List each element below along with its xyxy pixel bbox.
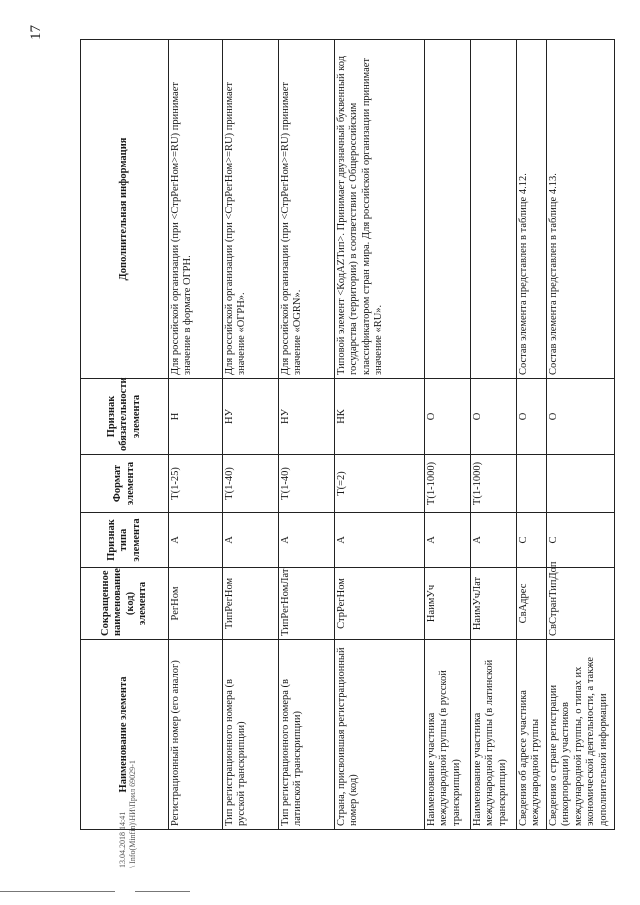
cell-code: ТипРегНомЛат	[279, 568, 335, 640]
cell-code: СвАдрес	[517, 568, 547, 640]
cell-format: Т(1-1000)	[425, 455, 471, 513]
cell-type: А	[223, 513, 279, 568]
cell-info: Для российской организации (при <СтрРегНом>=RU) принимает значение «ОГРН».	[223, 40, 279, 379]
table-row	[279, 40, 335, 830]
elements-table	[80, 39, 615, 830]
cell-required: О	[547, 379, 615, 455]
cell-required: НК	[335, 379, 425, 455]
cell-code: НаимУч	[425, 568, 471, 640]
rotated-table-container	[80, 40, 609, 830]
cell-format: Т(=2)	[335, 455, 425, 513]
cell-name: Страна, присвоившая регистрационный номер (код)	[335, 640, 425, 830]
cell-info: Состав элемента представлен в таблице 4.12.	[517, 40, 547, 379]
table-header-row	[81, 40, 169, 830]
table-row	[335, 40, 425, 830]
stamp-line-2: \ Info(Minfin)\НИ\Прил 69029-1	[127, 760, 137, 868]
print-stamp	[118, 760, 137, 868]
header-element-required: Признак обязательности элемента	[81, 379, 169, 455]
cell-required: НУ	[223, 379, 279, 455]
cell-type: А	[279, 513, 335, 568]
table-row	[517, 40, 547, 830]
cell-format: Т(1-1000)	[471, 455, 517, 513]
cell-code: ТипРегНом	[223, 568, 279, 640]
cell-name: Регистрационный номер (его аналог)	[169, 640, 223, 830]
cell-format: Т(1-25)	[169, 455, 223, 513]
cell-required: НУ	[279, 379, 335, 455]
cell-name: Сведения об адресе участника международной группы	[517, 640, 547, 830]
cell-required: Н	[169, 379, 223, 455]
scan-artifact-line	[135, 891, 190, 892]
cell-code: НаимУчЛат	[471, 568, 517, 640]
cell-format	[547, 455, 615, 513]
table-row	[223, 40, 279, 830]
cell-name: Тип регистрационного номера (в русской транскрипции)	[223, 640, 279, 830]
cell-info	[471, 40, 517, 379]
table-row	[169, 40, 223, 830]
cell-code: СтрРегНом	[335, 568, 425, 640]
cell-name: Наименование участника международной группы (в латинской транскрипции)	[471, 640, 517, 830]
header-element-format: Формат элемента	[81, 455, 169, 513]
table-row	[425, 40, 471, 830]
cell-info: Типовой элемент <КодАZТип>. Принимает двузначный буквенный код государства (территории) в соответствии с Общероссийским классификатором стран мира. Для российской организации принимает значение «RU».	[335, 40, 425, 379]
cell-type: С	[517, 513, 547, 568]
header-additional-info: Дополнительная информация	[81, 40, 169, 379]
cell-required: О	[425, 379, 471, 455]
header-element-type: Признак типа элемента	[81, 513, 169, 568]
cell-required: О	[517, 379, 547, 455]
cell-type: А	[471, 513, 517, 568]
cell-required: О	[471, 379, 517, 455]
header-element-code: Сокращенное наименование (код) элемента	[81, 568, 169, 640]
cell-format	[517, 455, 547, 513]
cell-type: А	[335, 513, 425, 568]
cell-format: Т(1-40)	[279, 455, 335, 513]
cell-name: Наименование участника международной группы (в русской транскрипции)	[425, 640, 471, 830]
page-number: 17	[28, 25, 44, 40]
cell-code: РегНом	[169, 568, 223, 640]
cell-type: А	[169, 513, 223, 568]
stamp-line-1: 13.04.2018 14:41	[118, 811, 127, 868]
cell-info	[425, 40, 471, 379]
cell-type: С	[547, 513, 615, 568]
cell-info: Состав элемента представлен в таблице 4.13.	[547, 40, 615, 379]
table-row	[471, 40, 517, 830]
scan-artifact-line	[0, 891, 115, 892]
cell-code: СвСтранТипДоп	[547, 568, 615, 640]
cell-name: Сведения о стране регистрации (инкорпорации) участников международной группы, о типах их экономической деятельности, а также дополнительной информации	[547, 640, 615, 830]
table-row	[547, 40, 615, 830]
cell-info: Для российской организации (при <СтрРегНом>=RU) принимает значение в формате ОГРН.	[169, 40, 223, 379]
header-element-name: Наименование элемента	[81, 640, 169, 830]
cell-format: Т(1-40)	[223, 455, 279, 513]
cell-name: Тип регистрационного номера (в латинской транскрипции)	[279, 640, 335, 830]
cell-info: Для российской организации (при <СтрРегНом>=RU) принимает значение «OGRN».	[279, 40, 335, 379]
cell-type: А	[425, 513, 471, 568]
